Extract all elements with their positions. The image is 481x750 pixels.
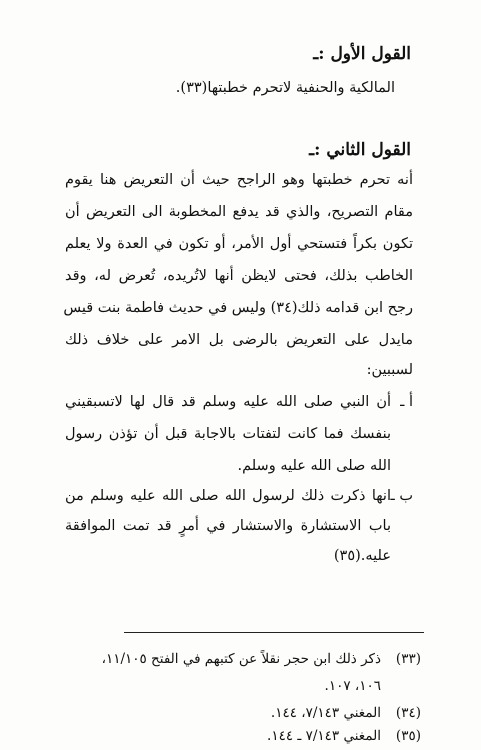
list-item-line: باب الاستشارة والاستشار في أمرٍ قد تمت الموافقة: [65, 518, 391, 534]
footnote-text: ذكر ذلك ابن حجر نقلاً عن كتبهم في الفتح ١١/١٠٥،: [101, 651, 381, 667]
footnote-text-continued: ١٠٦، ١٠٧.: [324, 678, 381, 694]
list-item-label-b: ب ـ: [390, 488, 413, 504]
first-opinion-text: المالكية والحنفية لاتحرم خطبتها(٣٣).: [175, 80, 395, 96]
list-item-line: انها ذكرت ذلك لرسول الله صلى الله عليه وسلم من: [65, 488, 391, 504]
paragraph-line: مقام التصريح، والذي قد يدفع المخطوبة الى التعريض أن: [65, 204, 413, 220]
list-item-line: أن النبي صلى الله عليه وسلم قد قال لها لاتسبقيني: [65, 394, 391, 410]
paragraph-line: الخاطب بذلك، فحتى لايظن أنها لاتُريده، تُعرض له، وقد: [65, 268, 413, 284]
paragraph-line: تكون بكراً فتستحي أول الأمر، أو تكون في العدة ولا يعلم: [65, 236, 413, 252]
footnote-number: (٣٤): [395, 705, 421, 721]
footnote-number: (٣٣): [395, 651, 421, 667]
footnote-text: المغني ٧/١٤٣ ـ ١٤٤.: [267, 728, 381, 744]
section-heading-second-opinion: القول الثاني :ـ: [309, 140, 411, 160]
section-heading-first-opinion: القول الأول :ـ: [313, 44, 411, 64]
list-item-line: عليه.(٣٥): [333, 548, 391, 564]
footnote-text: المغني ٧/١٤٣، ١٤٤.: [270, 705, 381, 721]
list-item-label-a: أ ـ: [400, 394, 413, 410]
footnote-separator: [124, 632, 424, 633]
list-item-line: بنفسك فما كانت لتفتات بالاجابة قبل أن تؤذن رسول: [65, 426, 391, 442]
paragraph-line: أنه تحرم خطبتها وهو الراجح حيث أن التعريض هنا يقوم: [65, 172, 413, 188]
paragraph-line: رجح ابن قدامه ذلك(٣٤) وليس في حديث فاطمة بنت قيس: [63, 300, 413, 316]
paragraph-line: مايدل على التعريض بالرضى بل الامر على خلاف ذلك: [65, 332, 413, 348]
footnote-number: (٣٥): [395, 728, 421, 744]
paragraph-line: لسببين:: [366, 362, 413, 378]
list-item-line: الله صلى الله عليه وسلم.: [237, 458, 391, 474]
